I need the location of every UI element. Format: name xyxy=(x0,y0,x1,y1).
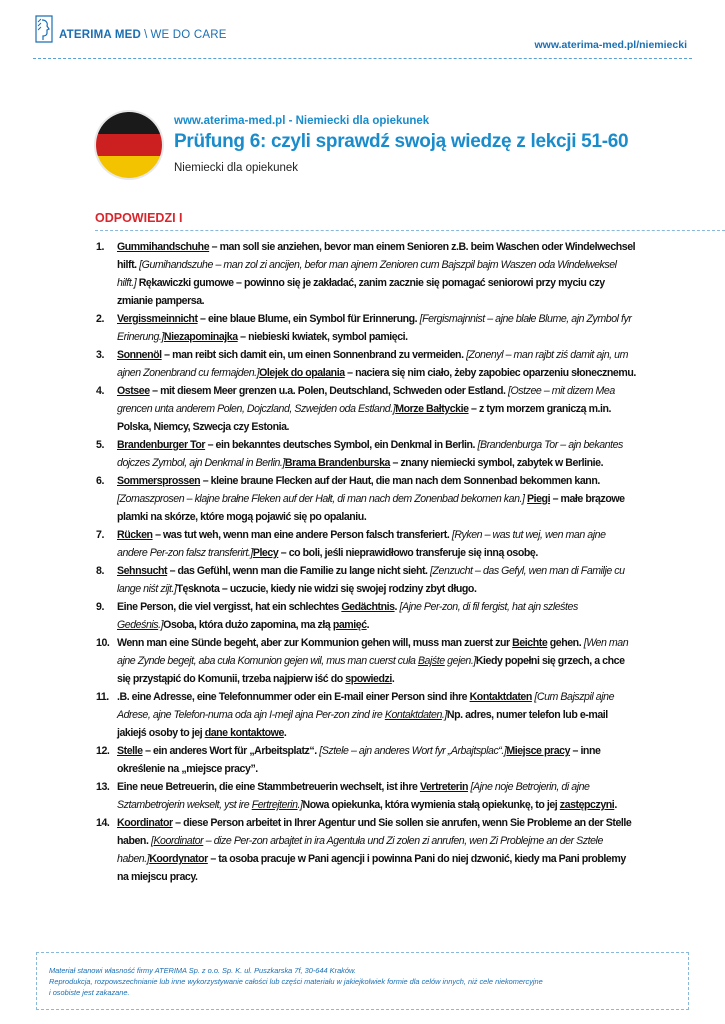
brand-tagline: WE DO CARE xyxy=(150,29,227,41)
keyword: Kontaktdaten xyxy=(469,691,532,703)
answer-item xyxy=(96,472,636,526)
title-block xyxy=(96,112,696,192)
answer-segment: . xyxy=(366,619,370,631)
footer-text xyxy=(49,965,649,998)
keyword: Ostsee xyxy=(117,385,150,397)
keyword: Sommersprossen xyxy=(117,475,201,487)
answer-segment: – diese Person arbeitet in Ihrer Agentur und Sie sollen sie anrufen, wenn Sie Probleme an der Stelle haben. xyxy=(117,817,632,847)
answer-segment: – das Gefühl, wenn man die Familie zu lange nicht sieht. xyxy=(167,565,431,577)
answer-segment: gehen. xyxy=(547,637,584,649)
pronunciation: gejen.] xyxy=(444,655,476,667)
keyword: Piegi xyxy=(527,493,551,505)
keyword: Koordinator xyxy=(117,817,173,829)
pronunciation-keyword: Koordinator xyxy=(153,835,204,847)
answer-text xyxy=(117,472,636,526)
pronunciation: [Wen man ajne Zynde begejt, aba cuła Komunion gejen wil, mus man cuerst cuła xyxy=(117,637,629,667)
answer-number: 7. xyxy=(96,529,104,541)
answer-number: 14. xyxy=(96,817,110,829)
answer-segment: – z tym morzem graniczą m.in. Polska, Niemcy, Szwecja czy Estonia. xyxy=(117,403,612,433)
answer-segment: Osoba, która dużo zapomina, ma złą xyxy=(163,619,333,631)
answer-item xyxy=(96,346,636,382)
pronunciation: [Fergismajnnist – ajne blałe Blume, ajn Zymbol fyr Erinerung.] xyxy=(117,313,632,343)
brand-name: ATERIMA MED xyxy=(59,29,142,41)
answer-segment: – co boli, jeśli nieprawidłowo transferuje się inną osobę. xyxy=(278,547,538,559)
answer-text xyxy=(117,814,636,886)
answer-item xyxy=(96,310,636,346)
page-header xyxy=(0,0,725,60)
answer-number: 5. xyxy=(96,439,104,451)
footer-line: i osobiste jest zakazane. xyxy=(49,988,130,997)
keyword: Sehnsucht xyxy=(117,565,168,577)
pronunciation: [Ryken – was tut wej, wen man ajne andere Per-zon falsz transferirt.] xyxy=(117,529,606,559)
keyword: Miejsce pracy xyxy=(506,745,571,757)
answer-segment: – ein bekanntes deutsches Symbol, ein Denkmal in Berlin. xyxy=(205,439,478,451)
footer-notice xyxy=(36,952,689,1010)
header-url-link[interactable]: www.aterima-med.pl/niemiecki xyxy=(534,39,687,51)
answer-text xyxy=(117,688,636,742)
answer-segment: Tęsknota – uczucie, kiedy nie widzi się swojej rodziny zbyt długo. xyxy=(176,583,477,595)
keyword: Beichte xyxy=(512,637,548,649)
answer-item xyxy=(96,688,636,742)
aterima-logo[interactable] xyxy=(33,14,227,44)
pronunciation-keyword: Gedeśnis xyxy=(117,619,159,631)
pronunciation: [Ostzee – mit dizem Mea grencen unta anderem Polen, Dojczland, Szwejden oda Estland.] xyxy=(117,385,615,415)
answer-text xyxy=(117,634,636,688)
answer-item xyxy=(96,742,636,778)
answer-text xyxy=(117,436,636,472)
pronunciation: .] xyxy=(158,619,164,631)
answer-item xyxy=(96,634,636,688)
keyword: Gedächtnis xyxy=(341,601,395,613)
keyword: Vergissmeinnicht xyxy=(117,313,198,325)
pronunciation: [Cum Bajszpil ajne Adrese, ajne Telefon-numa oda ajn I-mejl ajna Per-zon zind ire xyxy=(117,691,615,721)
answer-number: 6. xyxy=(96,475,104,487)
section-divider xyxy=(95,230,725,231)
answer-segment: – naciera się nim ciało, żeby zapobiec oparzeniu słonecznemu. xyxy=(344,367,636,379)
answer-item xyxy=(96,598,636,634)
answer-number: 8. xyxy=(96,565,104,577)
footer-line: Reprodukcja, rozpowszechnianie lub inne wykorzystywanie całości lub części materiału w jakiejkolwiek formie dla celów innych, niż cele niekomercyjne xyxy=(49,977,543,986)
german-flag-icon xyxy=(96,112,162,178)
answer-segment: .B. eine Adresse, eine Telefonnummer oder ein E-mail einer Person sind ihre xyxy=(117,691,470,703)
answer-text xyxy=(117,562,636,598)
answer-item xyxy=(96,778,636,814)
pronunciation: .] xyxy=(297,799,303,811)
header-divider xyxy=(33,58,692,59)
keyword: Morze Bałtyckie xyxy=(395,403,469,415)
title-description: Niemiecki dla opiekunek xyxy=(174,162,299,174)
answer-segment: – kleine braune Flecken auf der Haut, die man nach dem Sonnenbad bekommen kann. xyxy=(200,475,600,487)
answer-segment: Eine Person, die viel vergisst, hat ein schlechtes xyxy=(117,601,342,613)
answer-segment: – małe brązowe plamki na skórze, które mogą pojawić się po opalaniu. xyxy=(117,493,625,523)
answer-item xyxy=(96,526,636,562)
page-title: Prüfung 6: czyli sprawdź swoją wiedzę z lekcji 51-60 xyxy=(174,131,629,152)
answer-number: 9. xyxy=(96,601,104,613)
keyword: Plecy xyxy=(252,547,279,559)
answer-segment: – ein anderes Wort für „Arbeitsplatz“. xyxy=(142,745,320,757)
answer-segment: . xyxy=(283,727,287,739)
keyword: Rücken xyxy=(117,529,153,541)
answer-number: 11. xyxy=(96,691,109,703)
keyword: Olejek do opalania xyxy=(259,367,345,379)
answer-segment: – man soll sie anziehen, bevor man einem Senioren z.B. beim Waschen oder Windelwechsel hilft. xyxy=(117,241,636,271)
answer-number: 1. xyxy=(96,241,104,253)
pronunciation: – dize Per-zon arbajtet in ira Agentuła und Zi zolen zi anrufen, wen Zi Problejme an der Sztele haben.] xyxy=(117,835,603,865)
answer-text xyxy=(117,346,636,382)
keyword: Sonnenöl xyxy=(117,349,162,361)
answer-text xyxy=(117,598,636,634)
answer-segment: – mit diesem Meer grenzen u.a. Polen, Deutschland, Schweden oder Estland. xyxy=(149,385,508,397)
answer-text xyxy=(117,382,636,436)
keyword: Gummihandschuhe xyxy=(117,241,210,253)
pronunciation: [Ajne noje Betrojerin, di ajne Sztambetrojerin wekselt, yst ire xyxy=(117,781,590,811)
footer-line: Materiał stanowi własność firmy ATERIMA Sp. z o.o. Sp. K. ul. Puszkarska 7f, 30-644 Kraków. xyxy=(49,966,356,975)
logo-separator: \ xyxy=(144,29,148,41)
keyword: Koordynator xyxy=(149,853,208,865)
answer-segment: – eine blaue Blume, ein Symbol für Erinnerung. xyxy=(197,313,420,325)
answer-text xyxy=(117,778,636,814)
pronunciation: [Zenzucht – das Gefyl, wen man di Familje cu lange niśt zijt.] xyxy=(117,565,625,595)
answer-number: 4. xyxy=(96,385,104,397)
keyword: Brandenburger Tor xyxy=(117,439,206,451)
keyword: pamięć xyxy=(332,619,367,631)
answer-number: 2. xyxy=(96,313,104,325)
answer-text xyxy=(117,310,636,346)
answer-number: 10. xyxy=(96,637,110,649)
title-subtitle[interactable]: www.aterima-med.pl - Niemiecki dla opiekunek xyxy=(174,115,430,127)
pronunciation: [Gumihandszuhe – man zol zi ancijen, befor man ajnem Zenioren cum Bajszpil bajm Waszen oda Windelweksel hilft.] xyxy=(117,259,617,289)
pronunciation: [Sztele – ajn anderes Wort fyr „Arbajtsplac“.] xyxy=(319,745,507,757)
pronunciation: [Brandenburga Tor – ajn bekantes dojczes Zymbol, ajn Denkmal in Berlin.] xyxy=(117,439,623,469)
answer-text xyxy=(117,742,636,778)
answer-number: 13. xyxy=(96,781,110,793)
answer-item xyxy=(96,238,636,310)
answer-segment: Rękawiczki gumowe – powinno się je zakładać, zanim zacznie się pomagać seniorowi przy myciu czy zmianie pampersa. xyxy=(117,277,605,307)
keyword: spowiedzi xyxy=(345,673,392,685)
answer-segment: Np. adres, numer telefon lub e-mail jakiejś osoby to jej xyxy=(117,709,608,739)
answer-segment: – was tut weh, wenn man eine andere Person falsch transferiert. xyxy=(152,529,452,541)
keyword: Vertreterin xyxy=(419,781,468,793)
answer-text xyxy=(117,238,636,310)
keyword: dane kontaktowe xyxy=(204,727,284,739)
pronunciation: .] xyxy=(441,709,447,721)
answer-number: 12. xyxy=(96,745,110,757)
answer-number: 3. xyxy=(96,349,104,361)
answer-item xyxy=(96,562,636,598)
keyword: Brama Brandenburska xyxy=(284,457,391,469)
answer-item xyxy=(96,436,636,472)
answer-text xyxy=(117,526,636,562)
answers-list xyxy=(96,238,636,886)
answer-item xyxy=(96,814,636,886)
answer-segment: Wenn man eine Sünde begeht, aber zur Kommunion gehen will, muss man zuerst zur xyxy=(117,637,513,649)
keyword: Niezapominajka xyxy=(163,331,238,343)
pronunciation: [ xyxy=(150,835,154,847)
keyword: zastępczyni xyxy=(559,799,615,811)
answer-segment: . xyxy=(391,673,395,685)
pronunciation: [Zomaszprosen – klajne brałne Fleken auf der Hałt, di man nach dem Zonenbad bekomen kan.] xyxy=(117,493,525,505)
pronunciation: [Ajne Per-zon, di fil fergist, hat ajn szleśtes xyxy=(399,601,578,613)
answer-segment: – niebieski kwiatek, symbol pamięci. xyxy=(237,331,408,343)
pronunciation-keyword: Bajśte xyxy=(417,655,445,667)
section-heading: ODPOWIEDZI I xyxy=(95,211,183,225)
answer-segment: Nowa opiekunka, która wymienia stałą opiekunkę, to jej xyxy=(302,799,560,811)
pronunciation-keyword: Kontaktdaten xyxy=(384,709,442,721)
pronunciation-keyword: Fertrejterin xyxy=(251,799,298,811)
pronunciation: [Zonenyl – man rajbt ziś damit ajn, um ajnen Zonenbrand cu fermajden.] xyxy=(117,349,628,379)
answer-segment: . xyxy=(394,601,400,613)
answer-segment: – ta osoba pracuje w Pani agencji i powinna Pani do niej dzwonić, kiedy ma Pani problemy na miejscu pracy. xyxy=(117,853,626,883)
answer-segment: – znany niemiecki symbol, zabytek w Berlinie. xyxy=(390,457,604,469)
answer-segment: – inne określenie na „miejsce pracy”. xyxy=(117,745,601,775)
answer-segment: Eine neue Betreuerin, die eine Stammbetreuerin wechselt, ist ihre xyxy=(117,781,420,793)
answer-segment: . xyxy=(614,799,617,811)
answer-segment: Kiedy popełni się grzech, a chce się przystąpić do Komunii, trzeba najpierw iść do xyxy=(117,655,625,685)
face-profile-icon xyxy=(33,14,55,44)
answer-item xyxy=(96,382,636,436)
answer-segment: – man reibt sich damit ein, um einen Sonnenbrand zu vermeiden. xyxy=(161,349,467,361)
keyword: Stelle xyxy=(117,745,143,757)
